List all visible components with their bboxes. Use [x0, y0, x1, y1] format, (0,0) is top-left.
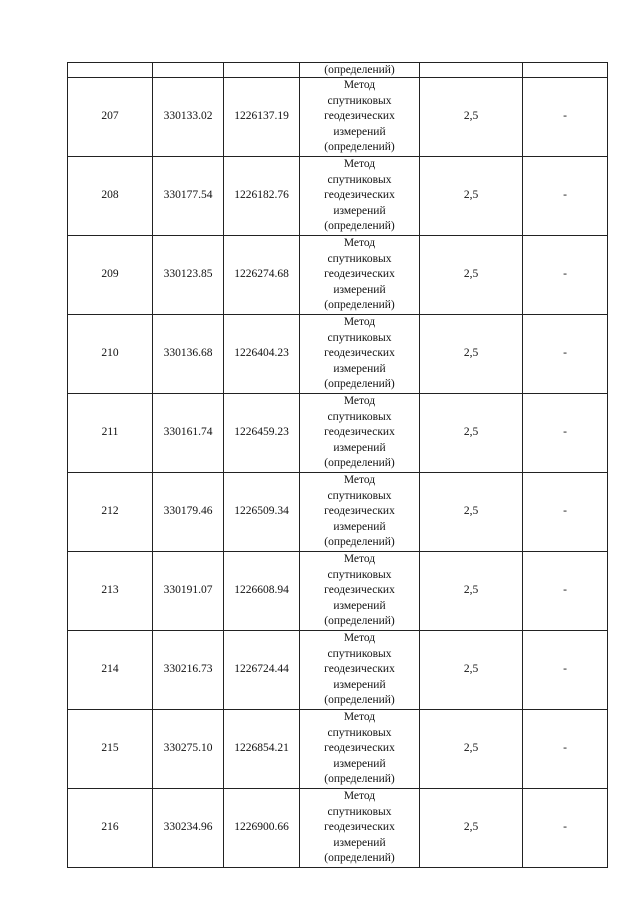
- cell-accuracy: 2,5: [420, 789, 523, 868]
- cell-num: 210: [68, 315, 153, 394]
- method-line: спутниковых: [327, 805, 392, 818]
- cell-note: -: [523, 789, 608, 868]
- cell-method: [300, 394, 420, 473]
- method-line: измерений: [333, 283, 386, 296]
- cell-note: -: [523, 631, 608, 710]
- method-line: геодезических: [324, 821, 395, 834]
- method-line: (определений): [324, 457, 395, 470]
- method-line: измерений: [333, 125, 386, 138]
- cell-x: 330136.68: [153, 315, 224, 394]
- cell-accuracy: 2,5: [420, 552, 523, 631]
- method-line: спутниковых: [327, 410, 392, 423]
- cell-y: 1226274.68: [224, 236, 300, 315]
- coordinates-table: [67, 62, 608, 868]
- method-line: (определений): [324, 773, 395, 786]
- cell-accuracy: 2,5: [420, 315, 523, 394]
- cell-note: [523, 63, 608, 78]
- method-line: измерений: [333, 678, 386, 691]
- cell-accuracy: 2,5: [420, 394, 523, 473]
- method-line: Метод: [343, 158, 376, 171]
- table-row: [68, 631, 608, 710]
- method-line: Метод: [343, 553, 376, 566]
- cell-accuracy: 2,5: [420, 710, 523, 789]
- cell-note: -: [523, 710, 608, 789]
- cell-x: 330133.02: [153, 78, 224, 157]
- method-line: (определений): [324, 694, 395, 707]
- method-line: измерений: [333, 599, 386, 612]
- method-line: спутниковых: [327, 489, 392, 502]
- method-line: спутниковых: [327, 726, 392, 739]
- cell-method: [300, 552, 420, 631]
- table-row: [68, 789, 608, 868]
- cell-method: [300, 157, 420, 236]
- cell-note: -: [523, 315, 608, 394]
- method-line: Метод: [343, 316, 376, 329]
- cell-method: [300, 78, 420, 157]
- method-line: спутниковых: [327, 647, 392, 660]
- method-line: измерений: [333, 520, 386, 533]
- method-line: геодезических: [324, 426, 395, 439]
- cell-x: 330177.54: [153, 157, 224, 236]
- table-row: [68, 78, 608, 157]
- table-row: [68, 552, 608, 631]
- cell-method: [300, 710, 420, 789]
- cell-method: [300, 631, 420, 710]
- cell-num: 207: [68, 78, 153, 157]
- cell-method: [300, 236, 420, 315]
- method-line: геодезических: [324, 189, 395, 202]
- cell-x: 330179.46: [153, 473, 224, 552]
- method-line: измерений: [333, 441, 386, 454]
- method-line: спутниковых: [327, 252, 392, 265]
- method-line: измерений: [333, 836, 386, 849]
- cell-method: [300, 789, 420, 868]
- cell-note: -: [523, 236, 608, 315]
- method-line: геодезических: [324, 110, 395, 123]
- method-line: (определений): [324, 536, 395, 549]
- cell-y: 1226137.19: [224, 78, 300, 157]
- cell-accuracy: 2,5: [420, 157, 523, 236]
- cell-note: -: [523, 78, 608, 157]
- method-line: (определений): [324, 220, 395, 233]
- method-line: спутниковых: [327, 94, 392, 107]
- cell-method: [300, 315, 420, 394]
- cell-x: 330161.74: [153, 394, 224, 473]
- cell-x: 330216.73: [153, 631, 224, 710]
- cell-note: -: [523, 157, 608, 236]
- cell-num: 209: [68, 236, 153, 315]
- cell-accuracy: [420, 63, 523, 78]
- table-row: [68, 157, 608, 236]
- method-line: спутниковых: [327, 331, 392, 344]
- cell-num: 216: [68, 789, 153, 868]
- cell-num: 211: [68, 394, 153, 473]
- cell-num: [68, 63, 153, 78]
- method-line: Метод: [343, 79, 376, 92]
- cell-num: 212: [68, 473, 153, 552]
- method-line: геодезических: [324, 584, 395, 597]
- method-line: геодезических: [324, 742, 395, 755]
- cell-y: 1226724.44: [224, 631, 300, 710]
- table-row: [68, 315, 608, 394]
- method-line: спутниковых: [327, 568, 392, 581]
- cell-y: 1226900.66: [224, 789, 300, 868]
- continued-row: [68, 63, 608, 78]
- cell-y: 1226182.76: [224, 157, 300, 236]
- method-line: Метод: [343, 237, 376, 250]
- cell-accuracy: 2,5: [420, 236, 523, 315]
- method-line: Метод: [343, 632, 376, 645]
- method-line: Метод: [343, 790, 376, 803]
- cell-note: -: [523, 394, 608, 473]
- method-line: (определений): [324, 299, 395, 312]
- cell-y: 1226854.21: [224, 710, 300, 789]
- method-line: (определений): [324, 378, 395, 391]
- method-line: (определений): [324, 141, 395, 154]
- table-body: [68, 63, 608, 868]
- method-line: измерений: [333, 757, 386, 770]
- cell-method: (определений): [300, 63, 420, 78]
- cell-num: 208: [68, 157, 153, 236]
- method-line: геодезических: [324, 663, 395, 676]
- cell-y: 1226459.23: [224, 394, 300, 473]
- cell-x: 330191.07: [153, 552, 224, 631]
- method-line: (определений): [324, 615, 395, 628]
- cell-num: 215: [68, 710, 153, 789]
- table-row: [68, 394, 608, 473]
- method-line: (определений): [324, 852, 395, 865]
- method-line: измерений: [333, 362, 386, 375]
- table-row: [68, 236, 608, 315]
- method-line: геодезических: [324, 268, 395, 281]
- cell-accuracy: 2,5: [420, 631, 523, 710]
- method-line: Метод: [343, 474, 376, 487]
- cell-accuracy: 2,5: [420, 78, 523, 157]
- method-line: геодезических: [324, 505, 395, 518]
- method-line: Метод: [343, 711, 376, 724]
- method-line: Метод: [343, 395, 376, 408]
- cell-accuracy: 2,5: [420, 473, 523, 552]
- cell-num: 214: [68, 631, 153, 710]
- cell-note: -: [523, 552, 608, 631]
- cell-num: 213: [68, 552, 153, 631]
- method-line: спутниковых: [327, 173, 392, 186]
- table-row: [68, 473, 608, 552]
- cell-y: 1226608.94: [224, 552, 300, 631]
- method-line: геодезических: [324, 347, 395, 360]
- method-line: измерений: [333, 204, 386, 217]
- cell-y: [224, 63, 300, 78]
- cell-x: 330275.10: [153, 710, 224, 789]
- table-row: [68, 710, 608, 789]
- cell-x: 330123.85: [153, 236, 224, 315]
- cell-y: 1226509.34: [224, 473, 300, 552]
- cell-note: -: [523, 473, 608, 552]
- cell-y: 1226404.23: [224, 315, 300, 394]
- cell-x: [153, 63, 224, 78]
- cell-x: 330234.96: [153, 789, 224, 868]
- cell-method: [300, 473, 420, 552]
